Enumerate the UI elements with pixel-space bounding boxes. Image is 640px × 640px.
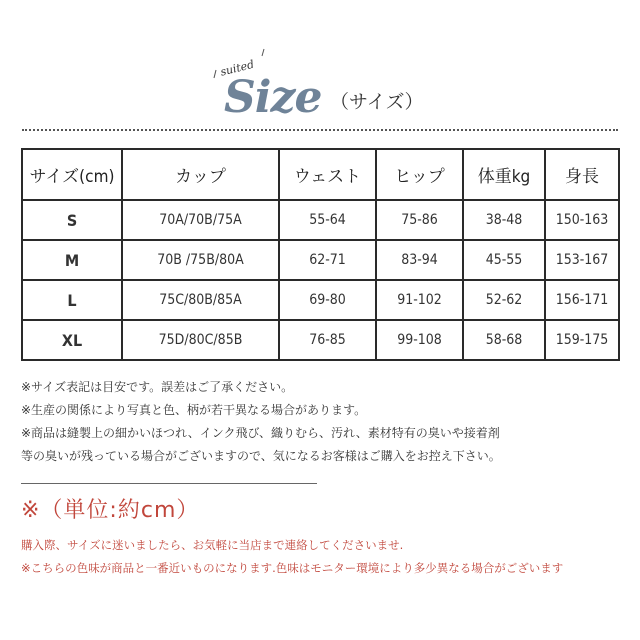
table-cell: 62-71 [279,240,376,280]
table-cell: 45-55 [463,240,545,280]
table-cell: 99-108 [376,320,463,360]
table-cell: 58-68 [463,320,545,360]
note-line: 等の臭いが残っている場合がございますので、気になるお客様はご購入をお控え下さい。 [21,449,501,463]
table-cell: 159-175 [545,320,619,360]
size-label-cell: M [22,240,122,280]
header-cell: ヒップ [376,149,463,200]
table-cell: 70B /75B/80A [122,240,279,280]
table-cell: 153-167 [545,240,619,280]
table-cell: 75C/80B/85A [122,280,279,320]
table-cell: 156-171 [545,280,619,320]
red-note-line: 購入際、サイズに迷いましたら、お気軽に当店まで連絡してくださいませ. [21,538,404,552]
header-cell: ウェスト [279,149,376,200]
table-cell: 52-62 [463,280,545,320]
table-cell: 55-64 [279,200,376,240]
notes [21,376,621,468]
table-cell: 76-85 [279,320,376,360]
header-cell: サイズ(cm) [22,149,122,200]
size-label-cell: S [22,200,122,240]
table-cell: 75D/80C/85B [122,320,279,360]
note-line: ※商品は縫製上の細かいほつれ、インク飛び、織りむら、汚れ、素材特有の臭いや接着剤 [21,426,500,440]
red-note-line: ※こちらの色味が商品と一番近いものになります.色味はモニター環境により多少異なる場合がございます [21,561,564,575]
table-cell: 70A/70B/75A [122,200,279,240]
table-row [22,320,619,360]
size-label-cell: L [22,280,122,320]
table-row [22,240,619,280]
dotted-divider [22,129,618,131]
page-subtitle: （サイズ） [330,91,424,113]
page-title: Size [224,72,322,123]
header-cell: 体重kg [463,149,545,200]
table-cell: 150-163 [545,200,619,240]
table-cell: 38-48 [463,200,545,240]
logo-small-text: suited [219,57,256,79]
size-table [21,148,620,361]
note-line: ※生産の関係により写真と色、柄が若干異なる場合があります。 [21,403,367,417]
table-cell: 83-94 [376,240,463,280]
size-label-cell: XL [22,320,122,360]
divider [21,483,317,484]
header-cell: 身長 [545,149,619,200]
table-row [22,280,619,320]
red-notes [21,534,621,580]
header-cell: カップ [122,149,279,200]
note-line: ※サイズ表記は目安です。誤差はご了承ください。 [21,380,294,394]
table-cell: 75-86 [376,200,463,240]
header [0,40,640,130]
table-header-row [22,149,619,200]
table-cell: 91-102 [376,280,463,320]
unit-label: ※（単位:約cm） [21,498,200,523]
table-row [22,200,619,240]
table-cell: 69-80 [279,280,376,320]
